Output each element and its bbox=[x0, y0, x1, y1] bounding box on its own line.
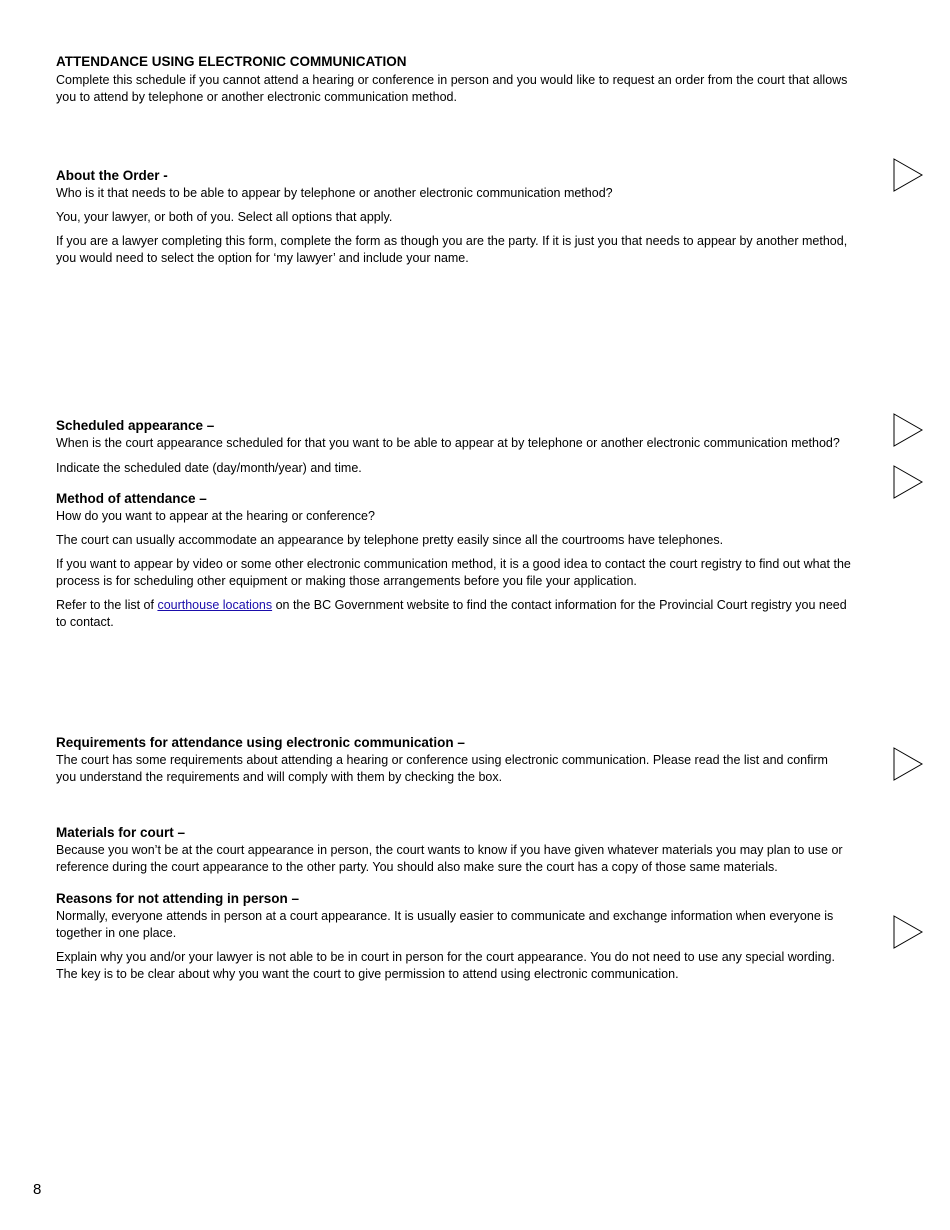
method-video-note: If you want to appear by video or some other electronic communication method, it is a good idea to contact the court registry to find out what the process is for scheduling other equipment or making those arrangements before you file your application. bbox=[56, 557, 851, 588]
about-order-heading: About the Order - bbox=[56, 168, 168, 183]
method-refer-text bbox=[56, 597, 851, 631]
courthouse-locations-link[interactable]: courthouse locations bbox=[157, 598, 273, 612]
triangle-right-outline-icon bbox=[893, 413, 923, 447]
triangle-right-outline-icon bbox=[893, 747, 923, 781]
scheduled-question: When is the court appearance scheduled for that you want to be able to appear at by telephone or another electronic communication method? bbox=[56, 436, 840, 450]
reasons-normally-text: Normally, everyone attends in person at a court appearance. It is usually easier to communicate and exchange information when everyone is together in one place. bbox=[56, 909, 834, 940]
triangle-right-outline-icon bbox=[893, 465, 923, 499]
triangle-right-outline-icon bbox=[893, 915, 923, 949]
requirements-text: The court has some requirements about attending a hearing or conference using electronic communication. Please read the list and confirm you understand the requirements and will comply with them by checking the box. bbox=[56, 753, 828, 784]
reasons-explain-text: Explain why you and/or your lawyer is not able to be in court in person for the court appearance. You do not need to use any special wording. The key is to be clear about why you want the court to give permission to attend using electronic communication. bbox=[56, 950, 835, 981]
method-telephone-note: The court can usually accommodate an appearance by telephone pretty easily since all the courtrooms have telephones. bbox=[56, 533, 724, 547]
method-question: How do you want to appear at the hearing or conference? bbox=[56, 509, 375, 523]
scheduled-heading: Scheduled appearance – bbox=[56, 418, 215, 433]
requirements-heading: Requirements for attendance using electronic communication – bbox=[56, 735, 465, 750]
triangle-right-outline-icon bbox=[893, 158, 923, 192]
page-title: ATTENDANCE USING ELECTRONIC COMMUNICATION bbox=[56, 54, 407, 69]
refer-suffix: on the BC Government website to find the contact information for the Provincial Court registry you need to contact. bbox=[56, 598, 847, 629]
intro-text: Complete this schedule if you cannot attend a hearing or conference in person and you would like to request an order from the court that allows you to attend by telephone or another electronic communication method. bbox=[56, 73, 848, 104]
about-order-lawyer-note: If you are a lawyer completing this form, complete the form as though you are the party. If it is just you that needs to appear by another method, you would need to select the option for ‘my lawyer’ and include your name. bbox=[56, 234, 848, 265]
materials-text: Because you won’t be at the court appearance in person, the court wants to know if you have given whatever materials you may plan to use or reference during the court appearance to the other party. You should also make sure the court has a copy of those same materials. bbox=[56, 843, 843, 874]
method-heading: Method of attendance – bbox=[56, 491, 207, 506]
reasons-heading: Reasons for not attending in person – bbox=[56, 891, 300, 906]
scheduled-instruction: Indicate the scheduled date (day/month/year) and time. bbox=[56, 461, 362, 475]
about-order-question: Who is it that needs to be able to appear by telephone or another electronic communication method? bbox=[56, 186, 613, 200]
about-order-options: You, your lawyer, or both of you. Select all options that apply. bbox=[56, 210, 393, 224]
materials-heading: Materials for court – bbox=[56, 825, 186, 840]
refer-prefix: Refer to the list of bbox=[56, 598, 158, 612]
page-number: 8 bbox=[33, 1181, 42, 1198]
